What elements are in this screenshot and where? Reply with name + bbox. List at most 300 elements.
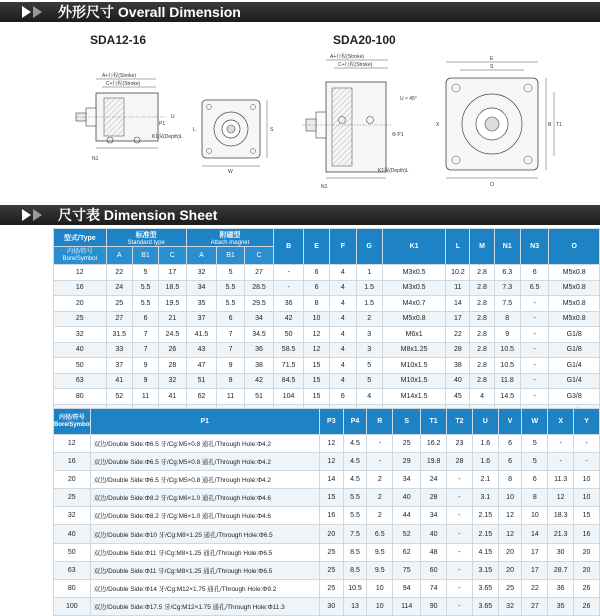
- col-header-b1: B1: [132, 247, 158, 265]
- dim-a-stroke: A+行程(Stroke): [102, 73, 137, 79]
- col-header-x: X: [548, 409, 574, 435]
- table-row: [54, 597, 600, 615]
- table-cell: 40: [54, 342, 107, 358]
- table-cell: 5: [522, 453, 548, 471]
- table-cell: 双边/Double Side:Φ14 牙/Cg:M12×1.75 通孔/Through Hole:Φ9.2: [90, 579, 319, 597]
- table-cell: 40: [54, 525, 91, 543]
- table-cell: 12: [548, 489, 574, 507]
- table-cell: 6.5: [367, 525, 393, 543]
- table-cell: 52: [106, 389, 132, 405]
- table-cell: 14: [446, 296, 470, 312]
- table-cell: 7.5: [494, 296, 520, 312]
- table-cell: -: [274, 265, 304, 281]
- table-cell: 7: [132, 327, 158, 343]
- table-cell: 4: [330, 327, 356, 343]
- table-cell: 2.8: [470, 311, 494, 327]
- table-cell: 29.5: [244, 296, 274, 312]
- table-cell: 20: [498, 543, 522, 561]
- col-header-s: S: [393, 409, 421, 435]
- table-cell: 5.5: [132, 296, 158, 312]
- table-cell: -: [447, 579, 473, 597]
- table-row: [54, 435, 600, 453]
- drawing-sda12-16: [52, 48, 284, 198]
- table-row: [54, 389, 600, 405]
- table-cell: 2.8: [470, 280, 494, 296]
- table-cell: 25: [106, 296, 132, 312]
- dim-x-right: X: [436, 122, 440, 128]
- table-cell: 40: [421, 525, 447, 543]
- table-cell: 7: [217, 342, 244, 358]
- table-row: [54, 265, 600, 281]
- dim-k1-depth-right: K1深(Depth)L: [378, 168, 409, 174]
- table-cell: 62: [393, 543, 421, 561]
- table-cell: -: [447, 561, 473, 579]
- table-cell: 4.15: [472, 543, 498, 561]
- table-row: [54, 453, 600, 471]
- dim-w-left: W: [228, 169, 233, 175]
- table-cell: 8: [498, 471, 522, 489]
- table-cell: 9.5: [367, 543, 393, 561]
- table-cell: 19.5: [159, 296, 186, 312]
- dimension-table-1: [53, 228, 600, 420]
- table-cell: 10.5: [343, 579, 367, 597]
- col-header-b: B: [274, 229, 304, 265]
- table-cell: 36: [244, 342, 274, 358]
- table-cell: 26: [159, 342, 186, 358]
- dim-l-left: L: [193, 127, 196, 133]
- bore-symbol-header-2: 内径/符号 Bore/Symbol: [54, 409, 91, 435]
- table-cell: 41: [106, 373, 132, 389]
- table-cell: 34: [393, 471, 421, 489]
- table-cell: 37: [106, 358, 132, 374]
- table-cell: 18.5: [159, 280, 186, 296]
- table-cell: 50: [54, 543, 91, 561]
- table-cell: 5.5: [132, 280, 158, 296]
- table-cell: 3.65: [472, 597, 498, 615]
- table-cell: 2: [356, 311, 382, 327]
- table-cell: G1/8: [549, 342, 600, 358]
- table-cell: 25: [498, 579, 522, 597]
- dim-k1-depth-left: K1深(Depth)L: [152, 134, 183, 140]
- table-cell: 4.5: [343, 471, 367, 489]
- table-row: [54, 342, 600, 358]
- table-cell: 15: [319, 489, 343, 507]
- table-cell: 22: [446, 327, 470, 343]
- table-cell: 4: [330, 280, 356, 296]
- bore-symbol-header: 内径/符号 Bore/Symbol: [54, 247, 107, 265]
- dim-c-stroke-right: C+行程(Stroke): [338, 62, 373, 68]
- attach-magnet-header: 附磁型 Attach magnet: [186, 229, 274, 247]
- table-cell: 9: [217, 373, 244, 389]
- table-cell: 1.6: [472, 453, 498, 471]
- table-cell: 4: [330, 265, 356, 281]
- table-row: [54, 579, 600, 597]
- table-cell: 2: [367, 507, 393, 525]
- table-cell: 4: [330, 373, 356, 389]
- table-cell: 16: [54, 280, 107, 296]
- table-cell: 94: [393, 579, 421, 597]
- table-cell: 36: [274, 296, 304, 312]
- table-cell: -: [520, 342, 549, 358]
- table-cell: 6: [330, 389, 356, 405]
- table-cell: 8: [303, 296, 329, 312]
- dim-p1-left: P1: [159, 121, 166, 127]
- table-cell: 2.8: [470, 327, 494, 343]
- col-header-c-magnet: C: [244, 247, 274, 265]
- table-cell: 9: [132, 373, 158, 389]
- table-cell: 12: [319, 435, 343, 453]
- table-cell: 32: [159, 373, 186, 389]
- dim-u-left: U: [171, 114, 175, 120]
- col-header-b1-magnet: B1: [217, 247, 244, 265]
- table-cell: 51: [244, 389, 274, 405]
- table-cell: 5: [217, 265, 244, 281]
- table-cell: 84.5: [274, 373, 304, 389]
- table-cell: 51: [186, 373, 217, 389]
- model-label-sda12-16: SDA12-16: [90, 33, 147, 47]
- table-cell: 10.5: [494, 342, 520, 358]
- table-cell: 2.8: [470, 342, 494, 358]
- table-cell: 2.8: [470, 373, 494, 389]
- table-cell: 40: [446, 373, 470, 389]
- table-cell: 12: [303, 327, 329, 343]
- table-cell: 6: [132, 311, 158, 327]
- table-cell: 15: [574, 507, 600, 525]
- table-cell: 6: [520, 265, 549, 281]
- table-row: [54, 489, 600, 507]
- dim-o-right: O: [490, 182, 494, 188]
- table-cell: 11: [217, 389, 244, 405]
- table-cell: 14.5: [494, 389, 520, 405]
- table-cell: 25: [319, 579, 343, 597]
- table-row: [54, 525, 600, 543]
- table-cell: G1/4: [549, 358, 600, 374]
- table-cell: 45: [446, 389, 470, 405]
- table-cell: 12: [303, 342, 329, 358]
- table-cell: 4.5: [343, 435, 367, 453]
- table-cell: 42: [274, 311, 304, 327]
- table-cell: 1.6: [472, 435, 498, 453]
- table-cell: 17: [522, 543, 548, 561]
- dim-n1-left: N1: [92, 156, 99, 162]
- col-header-w: W: [522, 409, 548, 435]
- table-row: [54, 358, 600, 374]
- table-cell: 20: [574, 561, 600, 579]
- table-cell: 25: [393, 435, 421, 453]
- table-cell: 17: [522, 561, 548, 579]
- table-cell: 42: [244, 373, 274, 389]
- table-cell: 双边/Double Side:Φ10 牙/Cg:M8×1.25 通孔/Through Hole:Φ6.5: [90, 525, 319, 543]
- table-cell: 28: [421, 489, 447, 507]
- table-cell: -: [520, 311, 549, 327]
- table-cell: 22: [106, 265, 132, 281]
- table-cell: M8x1.25: [382, 342, 446, 358]
- col-header-e: E: [303, 229, 329, 265]
- table-cell: 5: [356, 358, 382, 374]
- table-cell: G1/4: [549, 373, 600, 389]
- overall-dimension-bar: [0, 2, 600, 22]
- table-cell: 6.5: [520, 280, 549, 296]
- table-cell: 8.5: [343, 543, 367, 561]
- table-cell: 2: [367, 471, 393, 489]
- table-cell: 58.5: [274, 342, 304, 358]
- table-cell: 4: [330, 296, 356, 312]
- dim-u45-right: U × 45°: [400, 96, 417, 102]
- table-cell: 15: [303, 373, 329, 389]
- table-cell: 4.5: [343, 453, 367, 471]
- table-row: [54, 373, 600, 389]
- standard-type-header: 标准型 Standard type: [106, 229, 186, 247]
- table-cell: 11: [446, 280, 470, 296]
- table-cell: 5.5: [343, 507, 367, 525]
- table-cell: 5: [356, 373, 382, 389]
- table-cell: M3x0.5: [382, 265, 446, 281]
- table-row: [54, 296, 600, 312]
- table-cell: 11.8: [494, 373, 520, 389]
- table-cell: 双边/Double Side:Φ8.2 牙/Cg:M6×1.0 通孔/Through Hole:Φ4.6: [90, 489, 319, 507]
- table-cell: 1: [356, 265, 382, 281]
- table-cell: 31.5: [106, 327, 132, 343]
- table-row: [54, 327, 600, 343]
- table-cell: 25: [319, 543, 343, 561]
- table-cell: 10: [498, 489, 522, 507]
- table-cell: 5.5: [217, 280, 244, 296]
- table-cell: 5.5: [343, 489, 367, 507]
- table-cell: M6x1: [382, 327, 446, 343]
- table-cell: -: [520, 373, 549, 389]
- dim-n1-right: N1: [321, 184, 328, 190]
- table-cell: 62: [186, 389, 217, 405]
- table-cell: 双边/Double Side:Φ8.2 牙/Cg:M6×1.0 通孔/Through Hole:Φ4.6: [90, 507, 319, 525]
- table-cell: 9: [217, 358, 244, 374]
- table-cell: 12: [498, 507, 522, 525]
- table-cell: 7: [217, 327, 244, 343]
- dim-s-right: S: [490, 64, 494, 70]
- table-cell: 16: [54, 453, 91, 471]
- table-cell: 29: [393, 453, 421, 471]
- col-header-m: M: [470, 229, 494, 265]
- table-cell: -: [447, 471, 473, 489]
- col-header-p4: P4: [343, 409, 367, 435]
- table-cell: 12: [319, 453, 343, 471]
- table-cell: 15: [303, 389, 329, 405]
- table-cell: 双边/Double Side:Φ11 牙/Cg:M8×1.25 通孔/Through Hole:Φ6.5: [90, 561, 319, 579]
- table-cell: 63: [54, 373, 107, 389]
- table-cell: -: [520, 327, 549, 343]
- dim-s-left: S: [270, 127, 274, 133]
- table-cell: 3.1: [472, 489, 498, 507]
- drawing-sda20-100: [296, 48, 586, 198]
- table-cell: 2.8: [470, 265, 494, 281]
- table-cell: 9: [494, 327, 520, 343]
- table-cell: 43: [186, 342, 217, 358]
- table-cell: 9: [132, 358, 158, 374]
- table-cell: 21: [159, 311, 186, 327]
- col-header-t1: T1: [421, 409, 447, 435]
- table-cell: 6: [522, 471, 548, 489]
- table-cell: 100: [54, 597, 91, 615]
- table-cell: 25: [319, 561, 343, 579]
- table-cell: 114: [393, 597, 421, 615]
- table-cell: 30: [548, 543, 574, 561]
- table-cell: 104: [274, 389, 304, 405]
- table-cell: 2.8: [470, 296, 494, 312]
- table-cell: 40: [393, 489, 421, 507]
- table-cell: 20: [574, 543, 600, 561]
- table-cell: 28: [446, 342, 470, 358]
- col-header-r: R: [367, 409, 393, 435]
- table-cell: M5x0.8: [549, 296, 600, 312]
- table-cell: 30: [319, 597, 343, 615]
- table-cell: -: [447, 507, 473, 525]
- table-cell: M3x0.5: [382, 280, 446, 296]
- table-cell: 38: [244, 358, 274, 374]
- table-cell: 50: [54, 358, 107, 374]
- table-cell: M5x0.8: [549, 311, 600, 327]
- table-cell: 17: [446, 311, 470, 327]
- table-cell: 19.8: [421, 453, 447, 471]
- type-header: 型式/Type: [54, 229, 107, 247]
- table-cell: 32: [498, 597, 522, 615]
- table-cell: 34: [244, 311, 274, 327]
- table-cell: 41.5: [186, 327, 217, 343]
- table-cell: 71.5: [274, 358, 304, 374]
- table-cell: 27: [522, 597, 548, 615]
- table-cell: 10: [367, 597, 393, 615]
- col-header-n3: N3: [520, 229, 549, 265]
- table-row: [54, 561, 600, 579]
- table-cell: 7.5: [343, 525, 367, 543]
- table-cell: G1/8: [549, 327, 600, 343]
- table-cell: 28.7: [548, 561, 574, 579]
- table-cell: 27: [106, 311, 132, 327]
- col-header-a: A: [106, 247, 132, 265]
- table-cell: 2.8: [470, 358, 494, 374]
- table-cell: -: [520, 358, 549, 374]
- table-cell: 双边/Double Side:Φ6.5 牙/Cg:M5×0.8 通孔/Through Hole:Φ4.2: [90, 471, 319, 489]
- table-cell: 8.5: [343, 561, 367, 579]
- table-cell: 28: [447, 453, 473, 471]
- triangle-icon: [22, 6, 31, 18]
- col-header-f: F: [330, 229, 356, 265]
- table-cell: 12: [54, 435, 91, 453]
- col-header-p1: P1: [90, 409, 319, 435]
- col-header-v: V: [498, 409, 522, 435]
- table-cell: M14x1.5: [382, 389, 446, 405]
- table-cell: 15: [303, 358, 329, 374]
- table-cell: 3.15: [472, 561, 498, 579]
- table-row: [54, 311, 600, 327]
- table-cell: -: [520, 296, 549, 312]
- dimension-table-2: [53, 408, 600, 616]
- table-cell: 4: [330, 342, 356, 358]
- table-cell: 6.3: [494, 265, 520, 281]
- table-cell: 8: [522, 489, 548, 507]
- table-cell: 20: [54, 471, 91, 489]
- table-cell: 63: [54, 561, 91, 579]
- table-cell: -: [447, 597, 473, 615]
- table-cell: 33: [106, 342, 132, 358]
- table-cell: 44: [393, 507, 421, 525]
- table-cell: 9.5: [367, 561, 393, 579]
- table-cell: 6: [303, 265, 329, 281]
- table-cell: -: [574, 453, 600, 471]
- table-cell: -: [574, 435, 600, 453]
- table-cell: 10: [574, 471, 600, 489]
- table-cell: -: [447, 543, 473, 561]
- table-cell: 4: [330, 311, 356, 327]
- triangle-icon: [33, 6, 42, 18]
- col-header-a-magnet: A: [186, 247, 217, 265]
- table-cell: 2: [367, 489, 393, 507]
- table-cell: 32: [54, 327, 107, 343]
- table-cell: 8: [494, 311, 520, 327]
- table-cell: 90: [421, 597, 447, 615]
- table-cell: 双边/Double Side:Φ6.5 牙/Cg:M5×0.8 通孔/Through Hole:Φ4.2: [90, 453, 319, 471]
- table-cell: 3.65: [472, 579, 498, 597]
- table-cell: 60: [421, 561, 447, 579]
- table-cell: 75: [393, 561, 421, 579]
- table-cell: 24: [106, 280, 132, 296]
- table-cell: 22: [522, 579, 548, 597]
- table-cell: 26: [574, 597, 600, 615]
- table-cell: 14: [522, 525, 548, 543]
- table-cell: 2.15: [472, 525, 498, 543]
- dim-p1-right: Φ P1: [392, 132, 404, 138]
- table-cell: 27: [244, 265, 274, 281]
- table-row: [54, 280, 600, 296]
- table-cell: -: [447, 525, 473, 543]
- table-cell: 4: [470, 389, 494, 405]
- table-cell: G3/8: [549, 389, 600, 405]
- col-header-c: C: [159, 247, 186, 265]
- table-cell: 35: [548, 597, 574, 615]
- model-label-sda20-100: SDA20-100: [333, 33, 396, 47]
- table-cell: 5: [522, 435, 548, 453]
- table-cell: 16.2: [421, 435, 447, 453]
- table-cell: 10: [367, 579, 393, 597]
- table-cell: 25: [54, 489, 91, 507]
- dim-b-right: B: [548, 122, 552, 128]
- col-header-g: G: [356, 229, 382, 265]
- table-cell: 34.5: [244, 327, 274, 343]
- table-cell: 23: [447, 435, 473, 453]
- table-cell: 34: [186, 280, 217, 296]
- table-cell: -: [274, 280, 304, 296]
- table-row: [54, 471, 600, 489]
- table-cell: 双边/Double Side:Φ11 牙/Cg:M8×1.25 通孔/Through Hole:Φ6.5: [90, 543, 319, 561]
- table-cell: 21.3: [548, 525, 574, 543]
- table-cell: 80: [54, 389, 107, 405]
- table-cell: 28.5: [244, 280, 274, 296]
- dimension-sheet-title: 尺寸表 Dimension Sheet: [58, 207, 218, 223]
- dim-a-stroke-right: A+行程(Stroke): [330, 54, 365, 60]
- dimension-sheet-bar: [0, 205, 600, 225]
- table-cell: 10.2: [446, 265, 470, 281]
- table-cell: 37: [186, 311, 217, 327]
- table-cell: 41: [159, 389, 186, 405]
- table-cell: 36: [548, 579, 574, 597]
- table-cell: 4: [356, 389, 382, 405]
- table-cell: 50: [274, 327, 304, 343]
- table-cell: 12: [498, 525, 522, 543]
- table-cell: 7: [132, 342, 158, 358]
- table-cell: 13: [343, 597, 367, 615]
- table-cell: 20: [498, 561, 522, 579]
- table-cell: 28: [159, 358, 186, 374]
- table-cell: -: [367, 435, 393, 453]
- dim-c-stroke: C+行程(Stroke): [106, 81, 141, 87]
